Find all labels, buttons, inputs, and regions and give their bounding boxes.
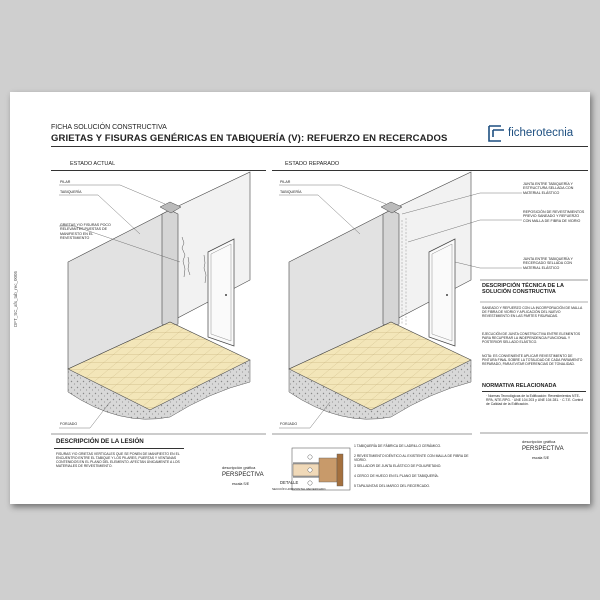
right-view-name: PERSPECTIVA: [522, 446, 564, 452]
lesion-title: DESCRIPCIÓN DE LA LESIÓN: [56, 438, 144, 445]
detail-note: 5 TAPAJUNTAS DEL MARCO DEL RECERCADO.: [354, 484, 430, 488]
sheet-category: FICHA SOLUCIÓN CONSTRUCTIVA: [51, 124, 167, 131]
right-label-junta-estructura: JUNTA ENTRE TABIQUERÍA Y ESTRUCTURA SELLADA CON MATERIAL ELÁSTICO: [523, 182, 574, 195]
normativa-title: NORMATIVA RELACIONADA: [482, 383, 557, 389]
right-panel-heading: ESTADO REPARADO: [285, 161, 340, 167]
right-label-reposicion: REPOSICIÓN DE REVESTIMIENTOS PREVIO SANEADO Y REFUERZO CON MALLA DE FIBRA DE VIDRIO: [523, 210, 585, 223]
description-title: DESCRIPCIÓN TÉCNICA DE LA SOLUCIÓN CONSTRUCTIVA: [482, 283, 564, 296]
detail-note: 3 SELLADOR DE JUNTA ELÁSTICO DE POLIURETANO.: [354, 464, 442, 468]
left-label-pilar: PILAR: [60, 180, 71, 184]
right-view-label: descripción gráfica: [522, 439, 556, 444]
left-label-grietas: GRIETAS Y/O FISURAS POCO RELEVANTES PUESTAS DE MANIFIESTO EN EL REVESTIMIENTO: [60, 223, 111, 240]
left-label-forjado: FORJADO: [60, 422, 78, 426]
ficherotecnia-logo: ficherotecnia: [486, 122, 586, 146]
detail-note: 2 REVESTIMIENTO IDÉNTICO AL EXISTENTE CON MALLA DE FIBRA DE VIDRIO.: [354, 454, 469, 463]
current-state-drawing: [68, 172, 250, 419]
right-label-pilar: PILAR: [280, 180, 291, 184]
left-scale: escala S/E: [232, 482, 250, 486]
detail-note: 4 CERCO DE HUECO EN EL PLANO DE TABIQUERÍA.: [354, 474, 439, 478]
description-paragraph: EJECUCIÓN DE JUNTA CONSTRUCTIVA ENTRE ELEMENTOS PARA RECUPERAR LA INDEPENDENCIA FUNCIONAL Y POSTERIOR SELLADO ELÁSTICO.: [482, 332, 581, 345]
description-paragraph: SANEADO Y REFUERZO CON LA INCORPORACIÓN DE MALLA DE FIBRA DE VIDRIO Y APLICACIÓN DEL NUEVO REVESTIMIENTO EN LAS PARTES FISURADAS.: [482, 306, 583, 319]
left-view-name: PERSPECTIVA: [222, 472, 264, 478]
left-label-tabiqueria: TABIQUERÍA: [60, 190, 82, 194]
right-label-tabiqueria: TABIQUERÍA: [280, 190, 302, 194]
sheet-title: GRIETAS Y FISURAS GENÉRICAS EN TABIQUERÍA (V): REFUERZO EN RECERCADOS: [51, 133, 448, 144]
lesion-rule: [54, 448, 184, 449]
detail-note: 1 TABIQUERÍA DE FÁBRICA DE LADRILLO CERÁMICO.: [354, 444, 442, 448]
right-scale: escala S/E: [532, 456, 550, 460]
repaired-state-drawing: [289, 172, 471, 419]
normativa-text: · Normas Tecnológicas de la Edificación: Revestimientos NTE-RPA, NTE-RPG. · UNE 104 203 y UNE 104 281. · C.T.E. Control de Calidad de la Edificación.: [486, 394, 584, 407]
right-label-forjado: FORJADO: [280, 422, 298, 426]
description-paragraph: NOTA: ES CONVENIENTE APLICAR REVESTIMIENTO DE PINTURA FINAL SOBRE LA TOTALIDAD DE CADA PARAMENTO REPARADO, PARA EVITAR DIFERENCIAS DE TONALIDAD.: [482, 354, 583, 367]
lesion-text: FISURAS Y/O GRIETAS VERTICALES QUE SE PONEN DE MANIFIESTO EN EL ENCUENTRO ENTRE EL TABIQUE Y LOS PILARES, PUERTAS Y VENTANAS CONTENIDOS EN EL PLANO DEL ELEMENTO. AFECTAN ÚNICAMENTE A LOS MATERIALES DE REVESTIMIENTO.: [56, 452, 180, 469]
left-panel-heading: ESTADO ACTUAL: [70, 161, 116, 167]
normativa-rule: [482, 391, 586, 392]
detail-section-drawing: [292, 448, 350, 490]
sheet-code: DFT_SC_afs_tab_rec_0005: [13, 270, 18, 327]
detail-label: DETALLE: [280, 480, 299, 485]
left-view-label: descripción gráfica: [222, 465, 256, 470]
detail-caption: SECCIÓN HORIZONTAL RECERCADO: [272, 487, 326, 491]
drawing-sheet: [10, 92, 590, 504]
right-label-junta-recercado: JUNTA ENTRE TABIQUERÍA Y RECERCADO SELLADA CON MATERIAL ELÁSTICO: [523, 257, 573, 270]
